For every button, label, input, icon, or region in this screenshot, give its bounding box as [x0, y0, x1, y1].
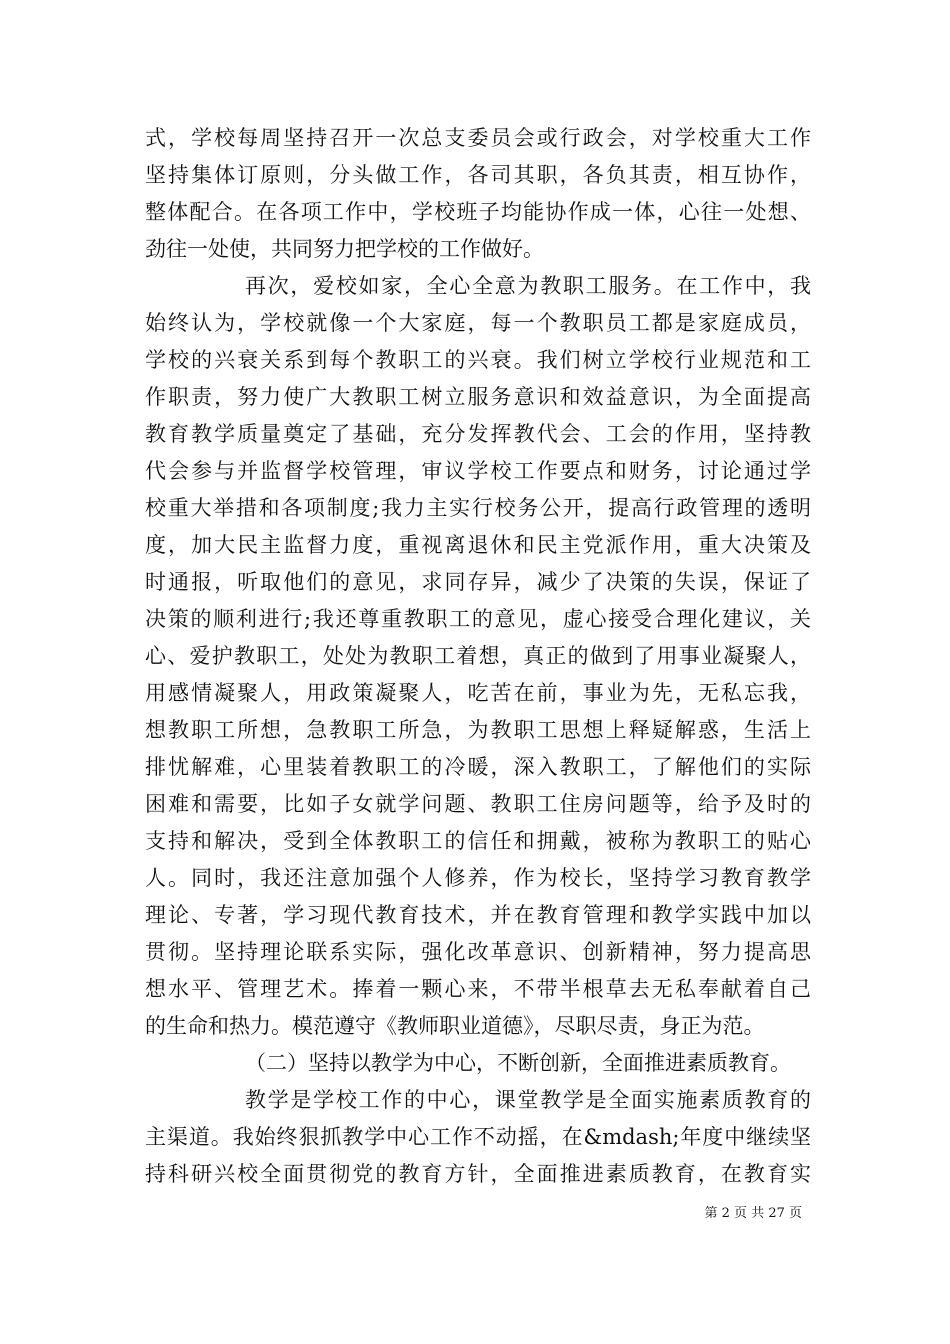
text-line: 决策的顺利进行;我还尊重教职工的意见，虚心接受合理化建议，关 — [145, 607, 811, 631]
text-line: 式，学校每周坚持召开一次总支委员会或行政会，对学校重大工作 — [145, 126, 811, 150]
text-line: 想教职工所想，急教职工所急，为教职工思想上释疑解惑，生活上 — [145, 718, 811, 742]
text-line: 学校的兴衰关系到每个教职工的兴衰。我们树立学校行业规范和工 — [145, 348, 811, 372]
section-heading: （二）坚持以教学为中心，不断创新，全面推进素质教育。 — [245, 1051, 791, 1075]
text-line: 坚持集体订原则，分头做工作，各司其职，各负其责，相互协作， — [145, 163, 811, 187]
text-line: 教育教学质量奠定了基础，充分发挥教代会、工会的作用，坚持教 — [145, 422, 811, 446]
text-line: 整体配合。在各项工作中，学校班子均能协作成一体，心往一处想、 — [145, 200, 811, 224]
text-line: 代会参与并监督学校管理，审议学校工作要点和财务，讨论通过学 — [145, 459, 811, 483]
text-line: 的生命和热力。模范遵守《教师职业道德》，尽职尽责，身正为范。 — [145, 1014, 765, 1038]
text-line: 想水平、管理艺术。捧着一颗心来，不带半根草去无私奉献着自己 — [145, 977, 811, 1001]
text-line: 人。同时，我还注意加强个人修养，作为校长，坚持学习教育教学 — [145, 866, 811, 890]
text-line: 用感情凝聚人，用政策凝聚人，吃苦在前，事业为先，无私忘我， — [145, 681, 811, 705]
text-line: 时通报，听取他们的意见，求同存异，减少了决策的失误，保证了 — [145, 570, 811, 594]
text-line: 主渠道。我始终狠抓教学中心工作不动摇，在&mdash;年度中继续坚 — [145, 1125, 811, 1149]
body-text — [145, 120, 811, 1193]
text-line: 再次，爱校如家，全心全意为教职工服务。在工作中，我 — [245, 274, 811, 298]
page-number: 第 2 页 共 27 页 — [704, 1206, 802, 1221]
text-line: 作职责，努力使广大教职工树立服务意识和效益意识，为全面提高 — [145, 385, 811, 409]
text-line: 校重大举措和各项制度;我力主实行校务公开，提高行政管理的透明 — [145, 496, 811, 520]
text-line: 持科研兴校全面贯彻党的教育方针，全面推进素质教育，在教育实 — [145, 1162, 811, 1186]
text-line: 支持和解决，受到全体教职工的信任和拥戴，被称为教职工的贴心 — [145, 829, 811, 853]
text-line: 理论、专著，学习现代教育技术，并在教育管理和教学实践中加以 — [145, 903, 811, 927]
text-line: 贯彻。坚持理论联系实际，强化改革意识、创新精神，努力提高思 — [145, 940, 811, 964]
text-line: 心、爱护教职工，处处为教职工着想，真正的做到了用事业凝聚人， — [145, 644, 811, 668]
text-line: 度，加大民主监督力度，重视离退休和民主党派作用，重大决策及 — [145, 533, 811, 557]
text-line: 困难和需要，比如子女就学问题、教职工住房问题等，给予及时的 — [145, 792, 811, 816]
text-line: 排忧解难，心里装着教职工的冷暖，深入教职工，了解他们的实际 — [145, 755, 811, 779]
text-line: 劲往一处使，共同努力把学校的工作做好。 — [145, 237, 544, 261]
text-line: 教学是学校工作的中心，课堂教学是全面实施素质教育的 — [245, 1088, 811, 1112]
text-line: 始终认为，学校就像一个大家庭，每一个教职员工都是家庭成员， — [145, 311, 811, 335]
